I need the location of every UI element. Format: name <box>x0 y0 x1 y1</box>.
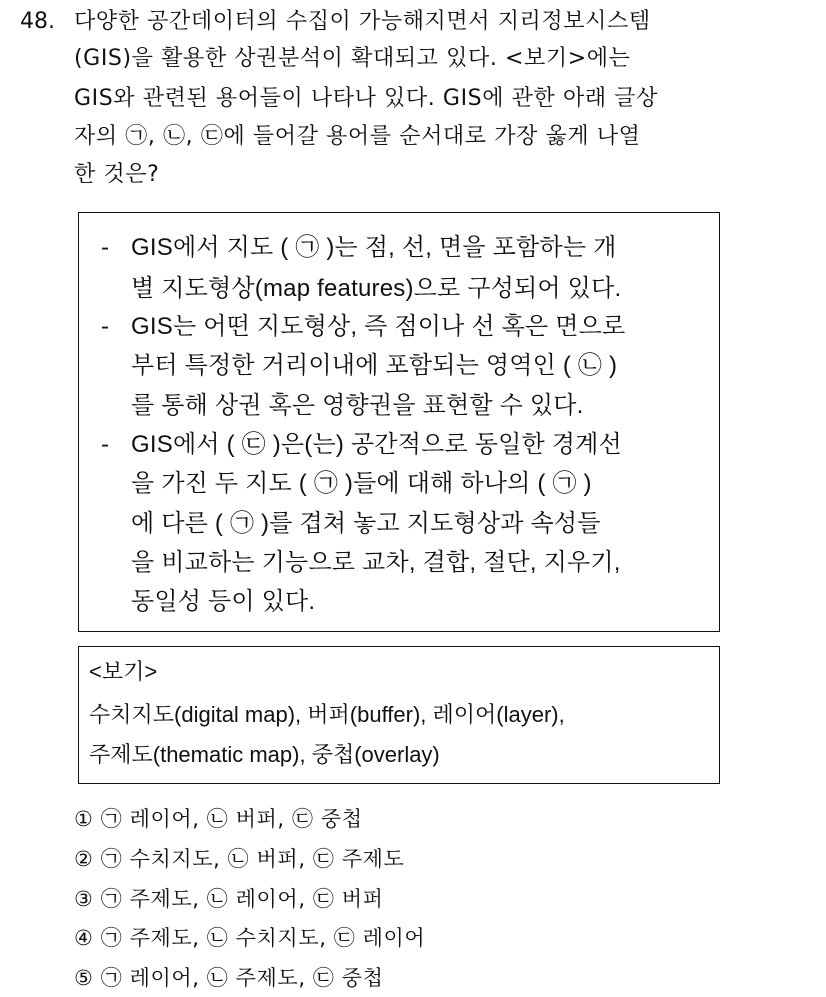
bogi-line: 주제도(thematic map), 중첩(overlay) <box>89 742 440 767</box>
bogi-box <box>78 646 720 784</box>
bullet-dash: - <box>101 431 109 458</box>
option-5[interactable]: ⑤ ㉠ 레이어, ㉡ 주제도, ㉢ 중첩 <box>74 966 384 990</box>
passage-line: GIS에서 지도 ( ㉠ )는 점, 선, 면을 포함하는 개 <box>131 234 617 261</box>
passage-line: 을 비교하는 기능으로 교차, 결합, 절단, 지우기, <box>131 549 621 576</box>
question-line: 자의 ㉠, ㉡, ㉢에 들어갈 용어를 순서대로 가장 옳게 나열 <box>74 124 641 149</box>
question-line: (GIS)을 활용한 상권분석이 확대되고 있다. <보기>에는 <box>74 46 631 71</box>
option-3[interactable]: ③ ㉠ 주제도, ㉡ 레이어, ㉢ 버퍼 <box>74 887 384 911</box>
passage-line: 별 지도형상(map features)으로 구성되어 있다. <box>131 275 622 302</box>
option-4[interactable]: ④ ㉠ 주제도, ㉡ 수치지도, ㉢ 레이어 <box>74 926 426 950</box>
passage-line: 을 가진 두 지도 ( ㉠ )들에 대해 하나의 ( ㉠ ) <box>131 470 592 497</box>
question-line: 한 것은? <box>74 162 160 187</box>
passage-box <box>78 212 720 632</box>
bogi-line: 수치지도(digital map), 버퍼(buffer), 레이어(layer), <box>89 702 565 727</box>
passage-line: GIS는 어떤 지도형상, 즉 점이나 선 혹은 면으로 <box>131 313 626 340</box>
question-line: GIS와 관련된 용어들이 나타나 있다. GIS에 관한 아래 글상 <box>74 86 658 111</box>
bogi-title: <보기> <box>89 659 158 684</box>
question-number: 48. <box>20 9 55 34</box>
passage-line: 를 통해 상권 혹은 영향권을 표현할 수 있다. <box>131 392 584 419</box>
option-2[interactable]: ② ㉠ 수치지도, ㉡ 버퍼, ㉢ 주제도 <box>74 847 405 871</box>
bullet-dash: - <box>101 313 109 340</box>
passage-line: 에 다른 ( ㉠ )를 겹쳐 놓고 지도형상과 속성들 <box>131 510 601 537</box>
question-line: 다양한 공간데이터의 수집이 가능해지면서 지리정보시스템 <box>74 9 651 34</box>
passage-line: GIS에서 ( ㉢ )은(는) 공간적으로 동일한 경계선 <box>131 431 622 458</box>
passage-line: 부터 특정한 거리이내에 포함되는 영역인 ( ㉡ ) <box>131 352 618 379</box>
passage-line: 동일성 등이 있다. <box>131 588 316 615</box>
bullet-dash: - <box>101 234 109 261</box>
option-1[interactable]: ① ㉠ 레이어, ㉡ 버퍼, ㉢ 중첩 <box>74 807 363 831</box>
